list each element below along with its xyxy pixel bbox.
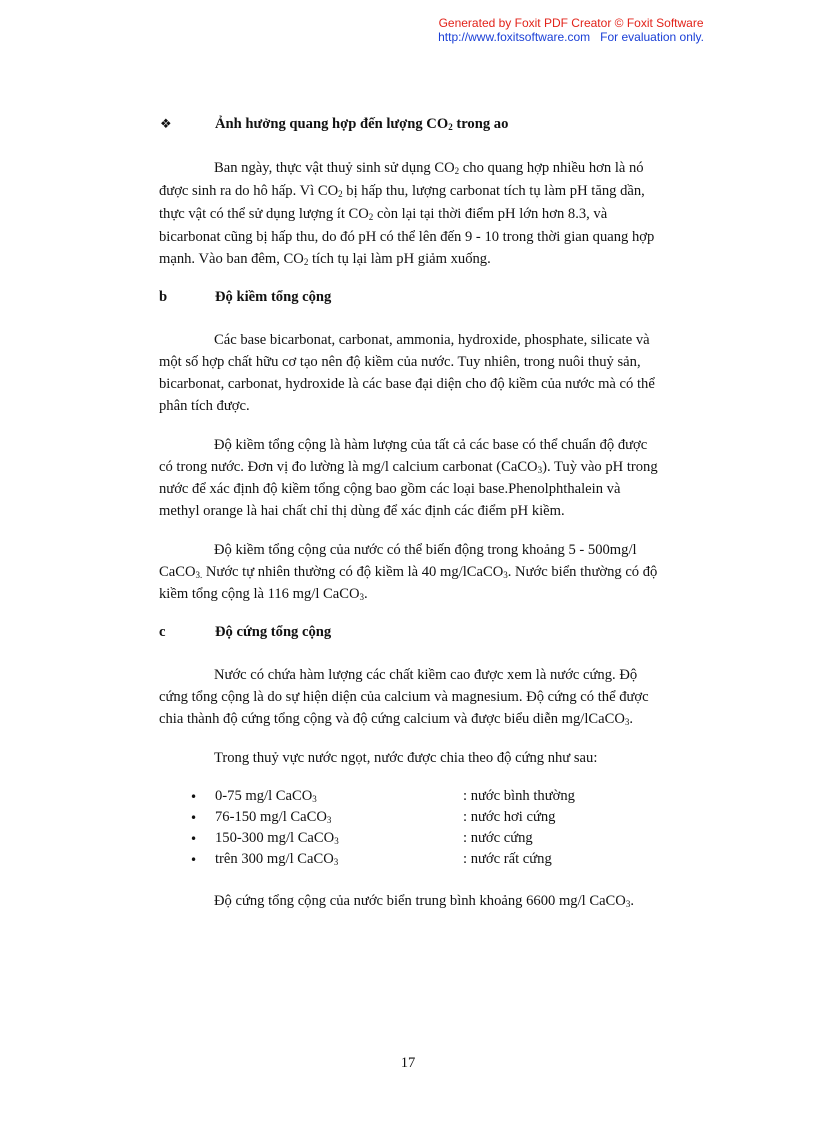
- section-c-title: Độ cứng tổng cộng: [215, 624, 332, 640]
- list-item-description: : nước rất cứng: [463, 851, 552, 867]
- bullet-dot-icon: •: [190, 832, 198, 846]
- watermark-url-line: http://www.foxitsoftware.com For evaluation only.: [438, 30, 704, 44]
- diamond-bullet-icon: ❖: [160, 117, 172, 132]
- paragraph-line: được sinh ra do hô hấp. Vì $CO_2$ bị hấp thu, lượng carbonat tích tụ làm pH tăng dần,: [159, 183, 645, 199]
- paragraph-line: CaCO$_{3.}$ Nước tự nhiên thường có độ kiềm là 40 mg/lCaCO$_3$. Nước biển thường có độ: [159, 564, 658, 580]
- paragraph-line: bicarbonat, carbonat, hydroxide là các base đại diện cho độ kiềm của nước mà có thể: [159, 376, 655, 392]
- page-number: 17: [400, 1055, 416, 1071]
- paragraph-line: Độ kiềm tổng cộng của nước có thể biến động trong khoảng 5 - 500mg/l: [214, 542, 637, 558]
- paragraph-line: kiềm tổng cộng là 116 mg/l CaCO$_3$.: [159, 586, 368, 602]
- list-item-range: 76-150 mg/l CaCO$_3$: [215, 809, 332, 825]
- section-a-title: Ảnh hưởng quang hợp đến lượng $CO_2$ trong ao: [215, 116, 509, 132]
- paragraph-line: nước để xác định độ kiềm tổng cộng bao gồm các loại base.Phenolphthalein và: [159, 481, 621, 497]
- list-item-range: 0-75 mg/l CaCO$_3$: [215, 788, 317, 804]
- section-b-label: b: [159, 289, 168, 305]
- paragraph-line: methyl orange là hai chất chỉ thị dùng để xác định các điểm pH kiềm.: [159, 503, 565, 519]
- paragraph-line: chia thành độ cứng tổng cộng và độ cứng calcium và được biểu diễn mg/lCaCO$_3$.: [159, 711, 634, 727]
- section-b-title: Độ kiềm tổng cộng: [215, 289, 332, 305]
- paragraph-line: Nước có chứa hàm lượng các chất kiềm cao được xem là nước cứng. Độ: [214, 667, 638, 683]
- paragraph-line: phân tích được.: [159, 398, 250, 414]
- paragraph-line: thực vật có thể sử dụng lượng ít $CO_2$ còn lại tại thời điểm pH lớn hơn 8.3, và: [159, 206, 608, 222]
- watermark-generator-line: Generated by Foxit PDF Creator © Foxit Software: [438, 16, 704, 30]
- bullet-dot-icon: •: [190, 853, 198, 867]
- paragraph-line: Trong thuỷ vực nước ngọt, nước được chia theo độ cứng như sau:: [214, 750, 598, 766]
- list-item-description: : nước bình thường: [463, 788, 575, 804]
- list-item-range: 150-300 mg/l CaCO$_3$: [215, 830, 339, 846]
- list-item-range: trên 300 mg/l CaCO$_3$: [215, 851, 339, 867]
- paragraph-line: Các base bicarbonat, carbonat, ammonia, hydroxide, phosphate, silicate và: [214, 332, 650, 348]
- paragraph-line: một số hợp chất hữu cơ tạo nên độ kiềm của nước. Tuy nhiên, trong nuôi thuỷ sản,: [159, 354, 641, 370]
- paragraph-line: Ban ngày, thực vật thuỷ sinh sử dụng $CO_2$ cho quang hợp nhiều hơn là nó: [214, 160, 644, 176]
- paragraph-line: bicarbonat cũng bị hấp thu, do đó pH có thể lên đến 9 - 10 trong thời gian quang hợp: [159, 229, 655, 245]
- paragraph-line: mạnh. Vào ban đêm, $CO_2$ tích tụ lại làm pH giảm xuống.: [159, 251, 491, 267]
- paragraph-line: có trong nước. Đơn vị đo lường là mg/l calcium carbonat (CaCO$_3$). Tuỳ vào pH trong: [159, 459, 658, 475]
- bullet-dot-icon: •: [190, 790, 198, 804]
- list-item-description: : nước hơi cứng: [463, 809, 556, 825]
- paragraph-line: Độ cứng tổng cộng của nước biển trung bình khoảng 6600 mg/l CaCO$_3$.: [214, 893, 634, 909]
- list-item-description: : nước cứng: [463, 830, 533, 846]
- bullet-dot-icon: •: [190, 811, 198, 825]
- section-c-label: c: [159, 624, 166, 640]
- paragraph-line: cứng tổng cộng là do sự hiện diện của calcium và magnesium. Độ cứng có thể được: [159, 689, 649, 705]
- paragraph-line: Độ kiềm tổng cộng là hàm lượng của tất cả các base có thể chuẩn độ được: [214, 437, 648, 453]
- foxit-watermark: [438, 16, 704, 44]
